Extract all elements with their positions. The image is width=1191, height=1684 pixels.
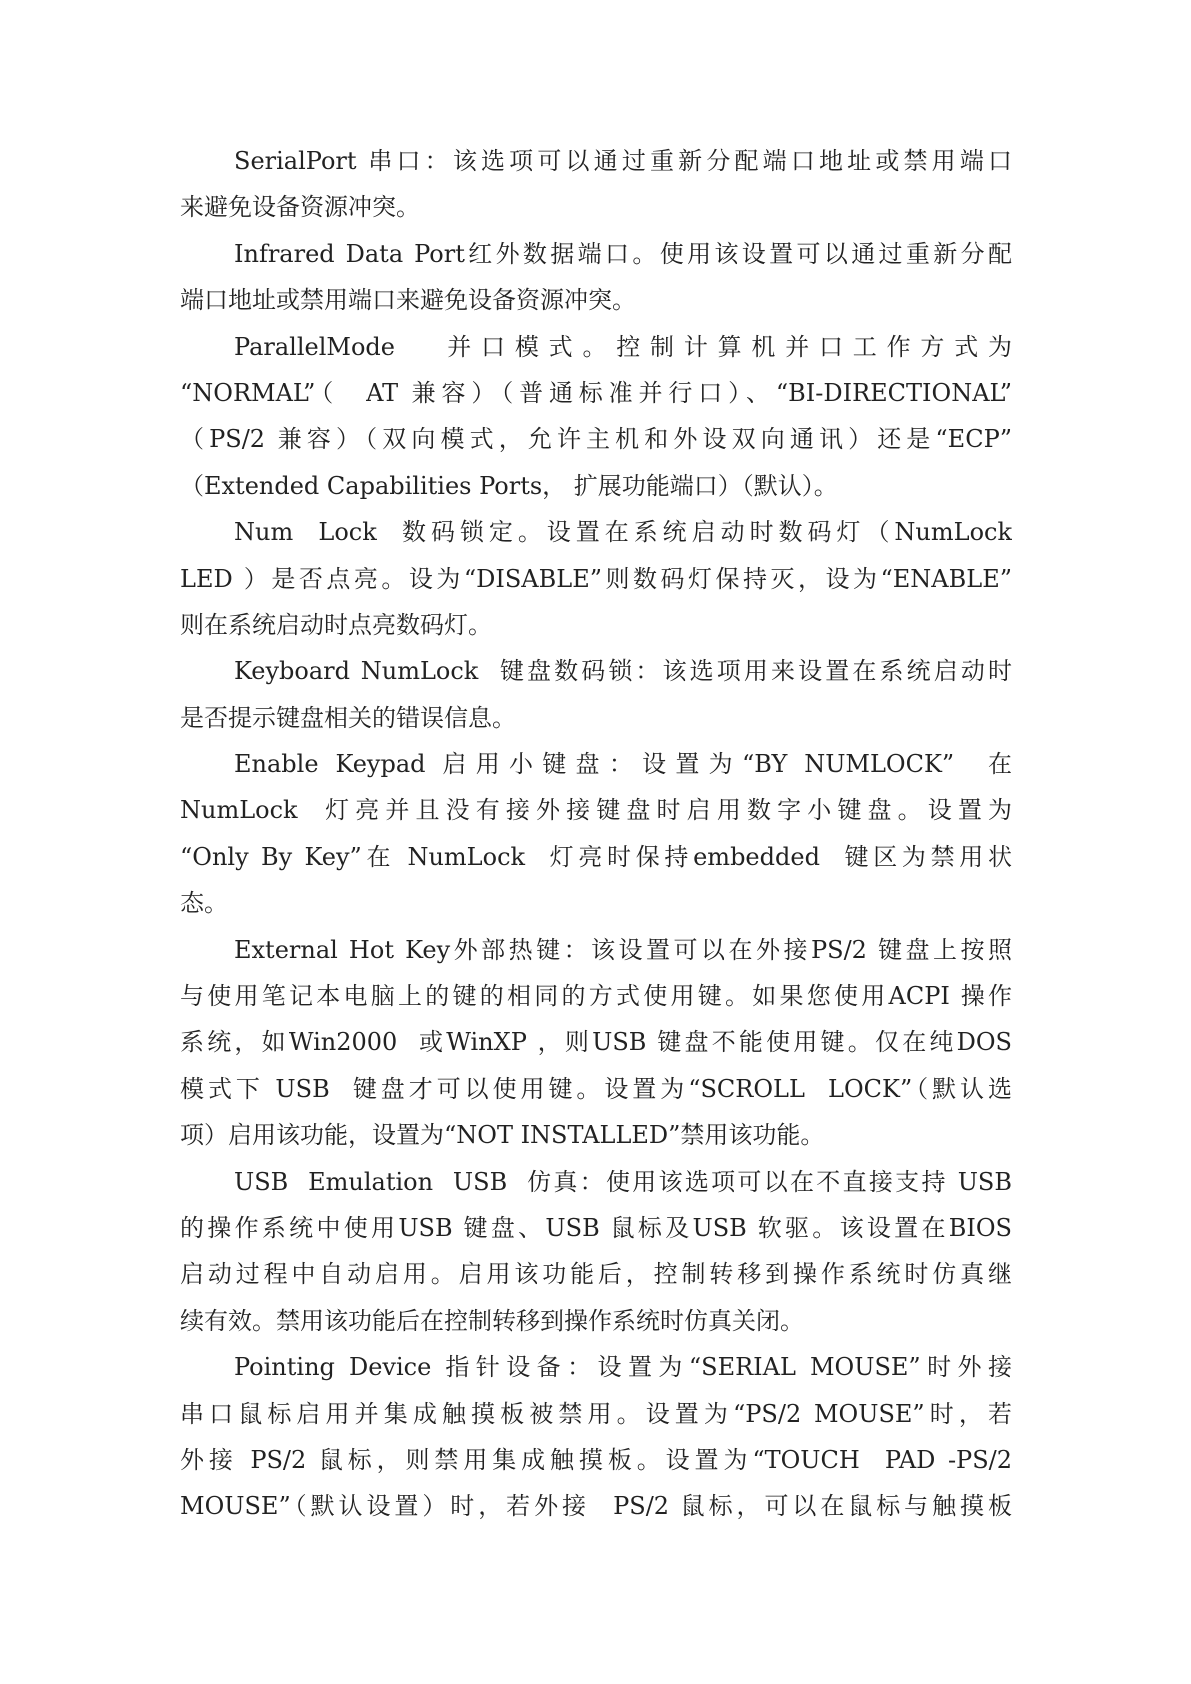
text-line: 端口地址或禁用端口来避免设备资源冲突。	[180, 286, 636, 315]
text-line: 来避免设备资源冲突。	[180, 193, 420, 222]
paragraph-external-hot-key	[180, 927, 1012, 1159]
text-line: External Hot Key外部热键：该设置可以在外接PS/2 键盘上按照	[234, 935, 1012, 964]
text-line: 态。	[180, 889, 228, 918]
text-line: 项）启用该功能，设置为“NOT INSTALLED”禁用该功能。	[180, 1121, 825, 1150]
paragraph-usb-emulation	[180, 1159, 1012, 1345]
text-line: 系统，如Win2000 或WinXP ，则USB 键盘不能使用键。仅在纯DOS	[180, 1028, 1012, 1057]
text-line: Pointing Device 指针设备：设置为“SERIAL MOUSE”时外接	[234, 1353, 1012, 1382]
paragraph-parallel-mode	[180, 324, 1012, 510]
document-page	[180, 138, 1012, 1530]
paragraph-enable-keypad	[180, 741, 1012, 927]
text-line: ParallelMode 并口模式。控制计算机并口工作方式为	[234, 332, 1012, 361]
text-line: 续有效。禁用该功能后在控制转移到操作系统时仿真关闭。	[180, 1306, 804, 1335]
text-line: 外接 PS/2 鼠标，则禁用集成触摸板。设置为“TOUCH PAD -PS/2	[180, 1445, 1012, 1474]
paragraph-serial-port	[180, 138, 1012, 231]
text-line: LED ）是否点亮。设为“DISABLE”则数码灯保持灭，设为“ENABLE”	[180, 564, 1012, 593]
text-line: 与使用笔记本电脑上的键的相同的方式使用键。如果您使用ACPI 操作	[180, 982, 1012, 1011]
text-line: Infrared Data Port红外数据端口。使用该设置可以通过重新分配	[234, 239, 1012, 268]
text-line: 串口鼠标启用并集成触摸板被禁用。设置为“PS/2 MOUSE”时，若	[180, 1399, 1012, 1428]
text-line: SerialPort 串口：该选项可以通过重新分配端口地址或禁用端口	[234, 147, 1012, 175]
text-line: 的操作系统中使用USB 键盘、USB 鼠标及USB 软驱。该设置在BIOS	[180, 1213, 1012, 1242]
text-line: Num Lock 数码锁定。设置在系统启动时数码灯（NumLock	[234, 518, 1012, 547]
text-line: 模式下 USB 键盘才可以使用键。设置为“SCROLL LOCK”（默认选	[180, 1074, 1012, 1103]
paragraph-infrared-data-port	[180, 231, 1012, 324]
text-line: 是否提示键盘相关的错误信息。	[180, 703, 516, 732]
text-line: MOUSE”（默认设置）时，若外接 PS/2 鼠标，可以在鼠标与触摸板	[180, 1492, 1012, 1521]
text-line: USB Emulation USB 仿真：使用该选项可以在不直接支持 USB	[234, 1167, 1012, 1196]
text-line: 启动过程中自动启用。启用该功能后，控制转移到操作系统时仿真继	[180, 1260, 1012, 1289]
text-line: （PS/2 兼容）（双向模式，允许主机和外设双向通讯）还是“ECP”	[180, 425, 1012, 454]
paragraph-keyboard-numlock	[180, 648, 1012, 741]
text-line: NumLock 灯亮并且没有接外接键盘时启用数字小键盘。设置为	[180, 796, 1012, 825]
text-line: Keyboard NumLock 键盘数码锁：该选项用来设置在系统启动时	[234, 657, 1012, 686]
paragraph-pointing-device	[180, 1344, 1012, 1530]
text-line: Enable Keypad 启用小键盘：设置为“BY NUMLOCK” 在	[234, 750, 1012, 779]
text-line: “Only By Key”在 NumLock 灯亮时保持embedded 键区为禁用状	[180, 842, 1012, 871]
text-line: “NORMAL”（ AT 兼容）（普通标准并行口）、“BI-DIRECTIONAL”	[180, 378, 1012, 407]
text-line: （Extended Capabilities Ports， 扩展功能端口）（默认）。	[180, 471, 838, 500]
text-line: 则在系统启动时点亮数码灯。	[180, 610, 492, 639]
paragraph-num-lock	[180, 509, 1012, 648]
